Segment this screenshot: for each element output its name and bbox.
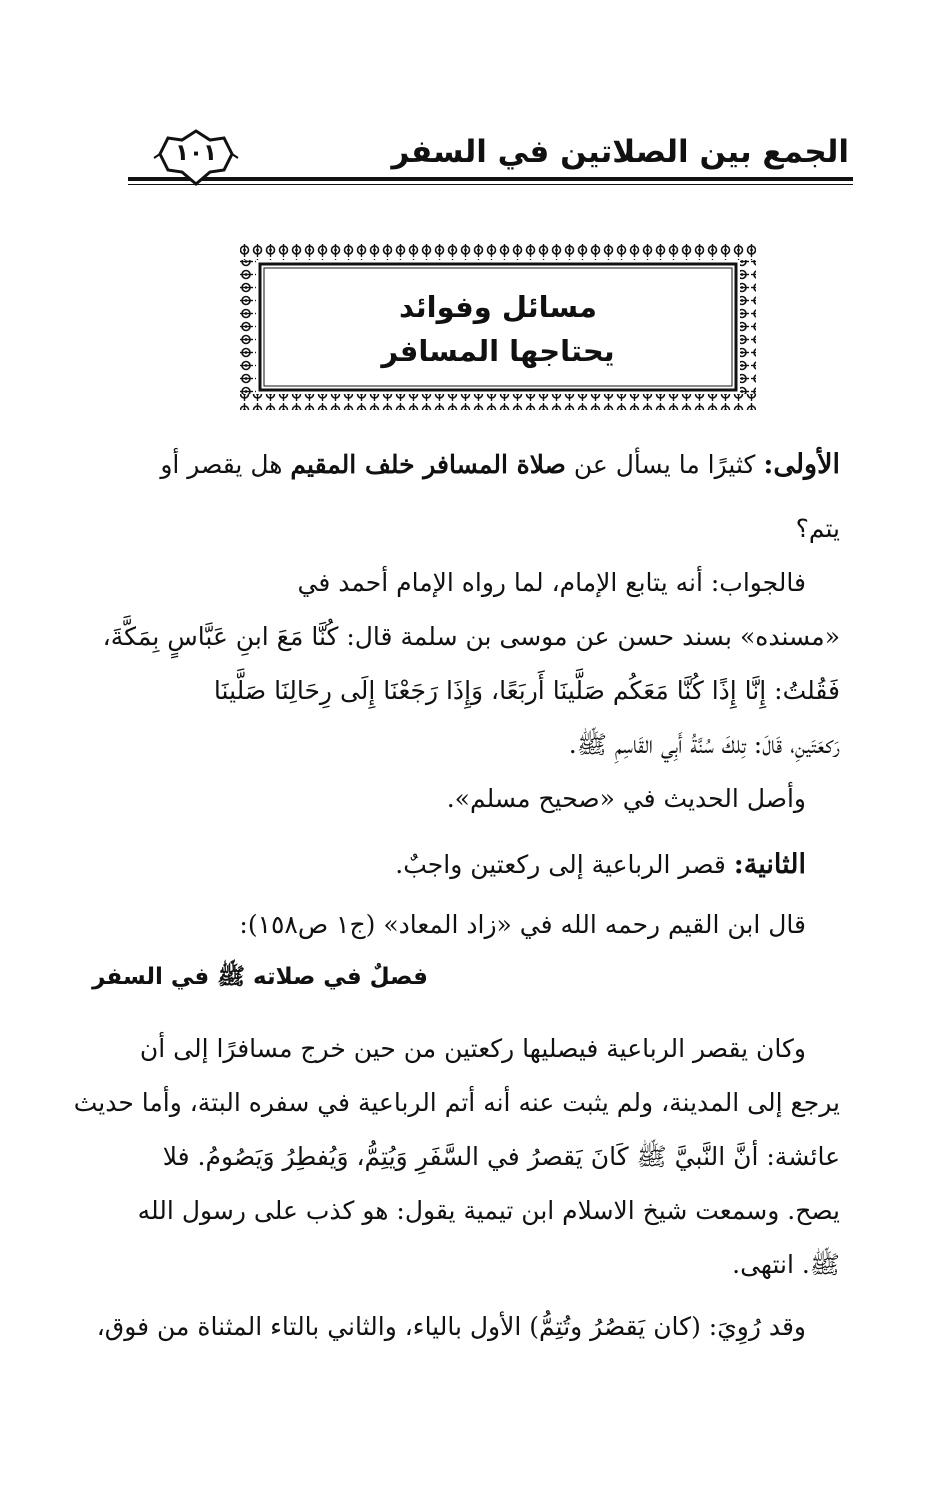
page-number-badge — [152, 128, 240, 190]
final-paragraph — [96, 1300, 840, 1354]
quote-subheading: فصلٌ في صلاته ﷺ في السفر — [92, 964, 428, 990]
bold-phrase: صلاة المسافر خلف المقيم — [290, 450, 566, 479]
paragraph-line: رَكعَتَينِ، قَالَ: تِلكَ سُنَّةُ أَبِي القَاسِمِ ﷺ. — [568, 730, 840, 759]
frame-title-line2: يحتاجها المسافر — [381, 334, 615, 368]
quote-paragraph — [73, 1022, 840, 1292]
section-second — [128, 838, 840, 892]
quote-intro — [128, 898, 840, 952]
paragraph-line: يصح. وسمعت شيخ الاسلام ابن تيمية يقول: هو كذب على رسول الله — [137, 1196, 840, 1225]
running-title: الجمع بين الصلاتين في السفر — [391, 134, 849, 170]
paragraph-line: وأصل الحديث في «صحيح مسلم». — [446, 784, 806, 813]
paragraph-line: ﷺ. انتهى. — [732, 1250, 840, 1279]
frame-title-line1: مسائل وفوائد — [398, 290, 597, 324]
paragraph-line: يتم؟ — [795, 514, 840, 543]
ornamental-frame — [238, 242, 758, 412]
section-label-first: الأولى: — [763, 449, 840, 480]
answer-paragraph — [102, 556, 840, 826]
frame-border-ornament — [238, 242, 758, 412]
page-number: ١٠١ — [174, 140, 218, 166]
running-header — [128, 128, 853, 186]
paragraph-line — [128, 838, 840, 892]
paragraph-text: هل يقصر أو — [160, 450, 291, 479]
section-label-second: الثانية: — [733, 849, 806, 880]
paragraph-line: يرجع إلى المدينة، ولم يثبت عنه أنه أتم الرباعية في سفره البتة، وأما حديث — [73, 1088, 840, 1117]
section-first — [128, 438, 840, 556]
paragraph-line: فالجواب: أنه يتابع الإمام، لما رواه الإمام أحمد في — [297, 568, 806, 597]
paragraph-text: قصر الرباعية إلى ركعتين واجبٌ. — [395, 850, 734, 879]
paragraph-text: كثيرًا ما يسأل عن — [565, 450, 764, 479]
paragraph-line: «مسنده» بسند حسن عن موسى بن سلمة قال: كُنَّا مَعَ ابنِ عَبَّاسٍ بِمَكَّةَ، — [102, 622, 840, 651]
paragraph-line: فَقُلتُ: إِنَّا إِذًا كُنَّا مَعَكُم صَلَّينَا أَربَعًا، وَإِذَا رَجَعْنَا إِلَى رِحَالِنَا صَلَّينَا — [213, 676, 840, 705]
paragraph-line: وقد رُوِيَ: (كان يَقصُرُ وتُتِمُّ) الأول بالياء، والثاني بالتاء المثناة من فوق، — [96, 1312, 806, 1341]
paragraph-line — [128, 438, 840, 492]
paragraph-line: عائشة: أنَّ النَّبيَّ ﷺ كَانَ يَقصرُ في السَّفَرِ وَيُتِمُّ، وَيُفطِرُ وَيَصُومُ. فلا — [162, 1142, 840, 1171]
paragraph-line: وكان يقصر الرباعية فيصليها ركعتين من حين خرج مسافرًا إلى أن — [139, 1034, 806, 1063]
paragraph-line: قال ابن القيم رحمه الله في «زاد المعاد» (ج١ ص١٥٨): — [239, 910, 806, 939]
